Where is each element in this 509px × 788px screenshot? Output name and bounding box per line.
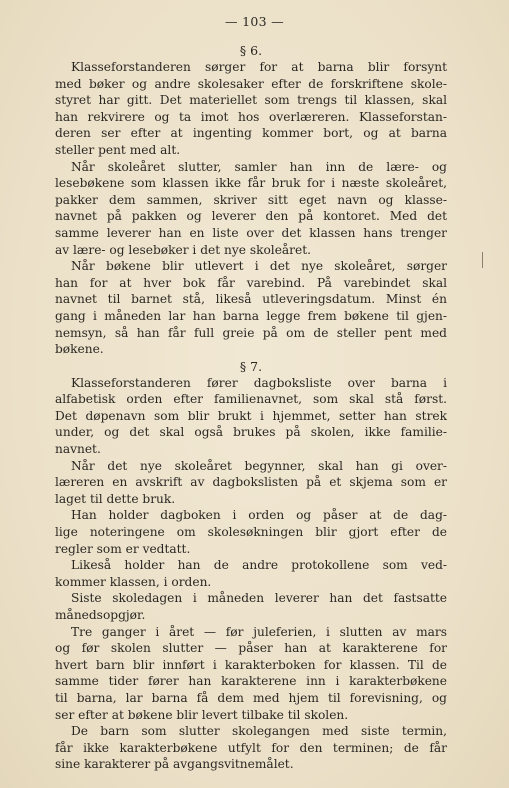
text-line: samme leverer han en liste over det klassen hans trenger (55, 225, 447, 240)
text-line: laget til dette bruk. (55, 491, 176, 506)
text-line: navnet på pakken og leverer den på kontoret. Med det (55, 209, 447, 224)
paragraph-first-line: De barn som slutter skolegangen med siste termin, (71, 724, 447, 739)
text-line: regler som er vedtatt. (55, 541, 191, 556)
paragraph-first-line: Tre ganger i året — før juleferien, i slutten av mars (71, 624, 447, 639)
paragraph-first-line: Når bøkene blir utlevert i det nye skoleåret, sørger (71, 259, 447, 274)
text-line: gang i måneden lar han barna legge frem bøkene til gjen- (55, 308, 447, 323)
text-line: bøkene. (55, 342, 104, 357)
section-heading: § 6. (239, 43, 263, 58)
text-line: styret har gitt. Det materiellet som trengs til klassen, skal (55, 93, 447, 108)
section-heading: § 7. (239, 358, 263, 374)
text-line: hvert barn blir innført i karakterboken for klassen. Til de (55, 657, 447, 672)
text-line: læreren en avskrift av dagbokslisten på et skjema som er (55, 475, 447, 490)
paragraph-first-line: Likeså holder han de andre protokollene som ved- (71, 558, 447, 573)
page-number: — 103 — (225, 14, 284, 29)
text-line: til barna, lar barna få dem med hjem til forevisning, og (55, 690, 447, 705)
text-line: månedsopgjør. (55, 608, 146, 622)
paragraph-first-line: Han holder dagboken i orden og påser at de dag- (71, 508, 447, 523)
paragraph-first-line: Når det nye skoleåret begynner, skal han gi over- (71, 458, 447, 473)
text-line: steller pent med alt. (55, 142, 181, 157)
text-line: under, og det skal også brukes på skolen, ikke familie- (55, 425, 447, 440)
text-line: lige noteringene om skolesøkningen blir gjort efter de (55, 525, 447, 540)
text-line: navnet. (55, 442, 101, 457)
text-line: Det døpenavn som blir brukt i hjemmet, setter han strek (55, 408, 447, 423)
text-line: av lære- og lesebøker i det nye skoleåret. (55, 242, 311, 257)
paragraph-first-line: Siste skoledagen i måneden leverer han det fastsatte (71, 591, 447, 606)
paragraph-first-line: Klasseforstanderen sørger for at barna blir forsynt (71, 60, 447, 74)
text-line: sine karakterer på avgangsvitnemålet. (55, 757, 294, 772)
text-line: med bøker og andre skolesaker efter de forskriftene skole- (55, 76, 447, 91)
text-line: navnet til barnet stå, likeså utleveringsdatum. Minst én (55, 292, 447, 307)
text-line: lesebøkene som klassen ikke får bruk for i næste skoleåret, (55, 176, 447, 191)
text-line: alfabetisk orden efter familienavnet, som skal stå først. (55, 392, 447, 407)
text-line: kommer klassen, i orden. (55, 574, 212, 589)
margin-pencil-mark (482, 252, 483, 268)
body-text (55, 42, 447, 773)
text-line: ser efter at bøkene blir levert tilbake til skolen. (55, 707, 349, 722)
text-line: han for at hver bok får varebind. På varebindet skal (55, 275, 447, 290)
paragraph-first-line: Klasseforstanderen fører dagboksliste over barna i (71, 375, 447, 390)
text-line: pakker dem sammen, skriver sitt eget navn og klasse- (55, 192, 447, 207)
text-line: han rekvirere og ta imot hos overlæreren. Klasseforstan- (55, 109, 447, 124)
text-line: får ikke karakterbøkene utfylt for den terminen; de får (55, 740, 447, 755)
text-line: nemsyn, så han får full greie på om de steller pent med (55, 325, 447, 340)
paragraph-first-line: Når skoleåret slutter, samler han inn de lære- og (71, 159, 447, 174)
text-line: deren ser efter at ingenting kommer bort, og at barna (55, 126, 447, 141)
text-line: og før skolen slutter — påser han at karakterene for (55, 641, 447, 656)
text-line: samme tider fører han karakterene inn i karakterbøkene (55, 674, 447, 689)
